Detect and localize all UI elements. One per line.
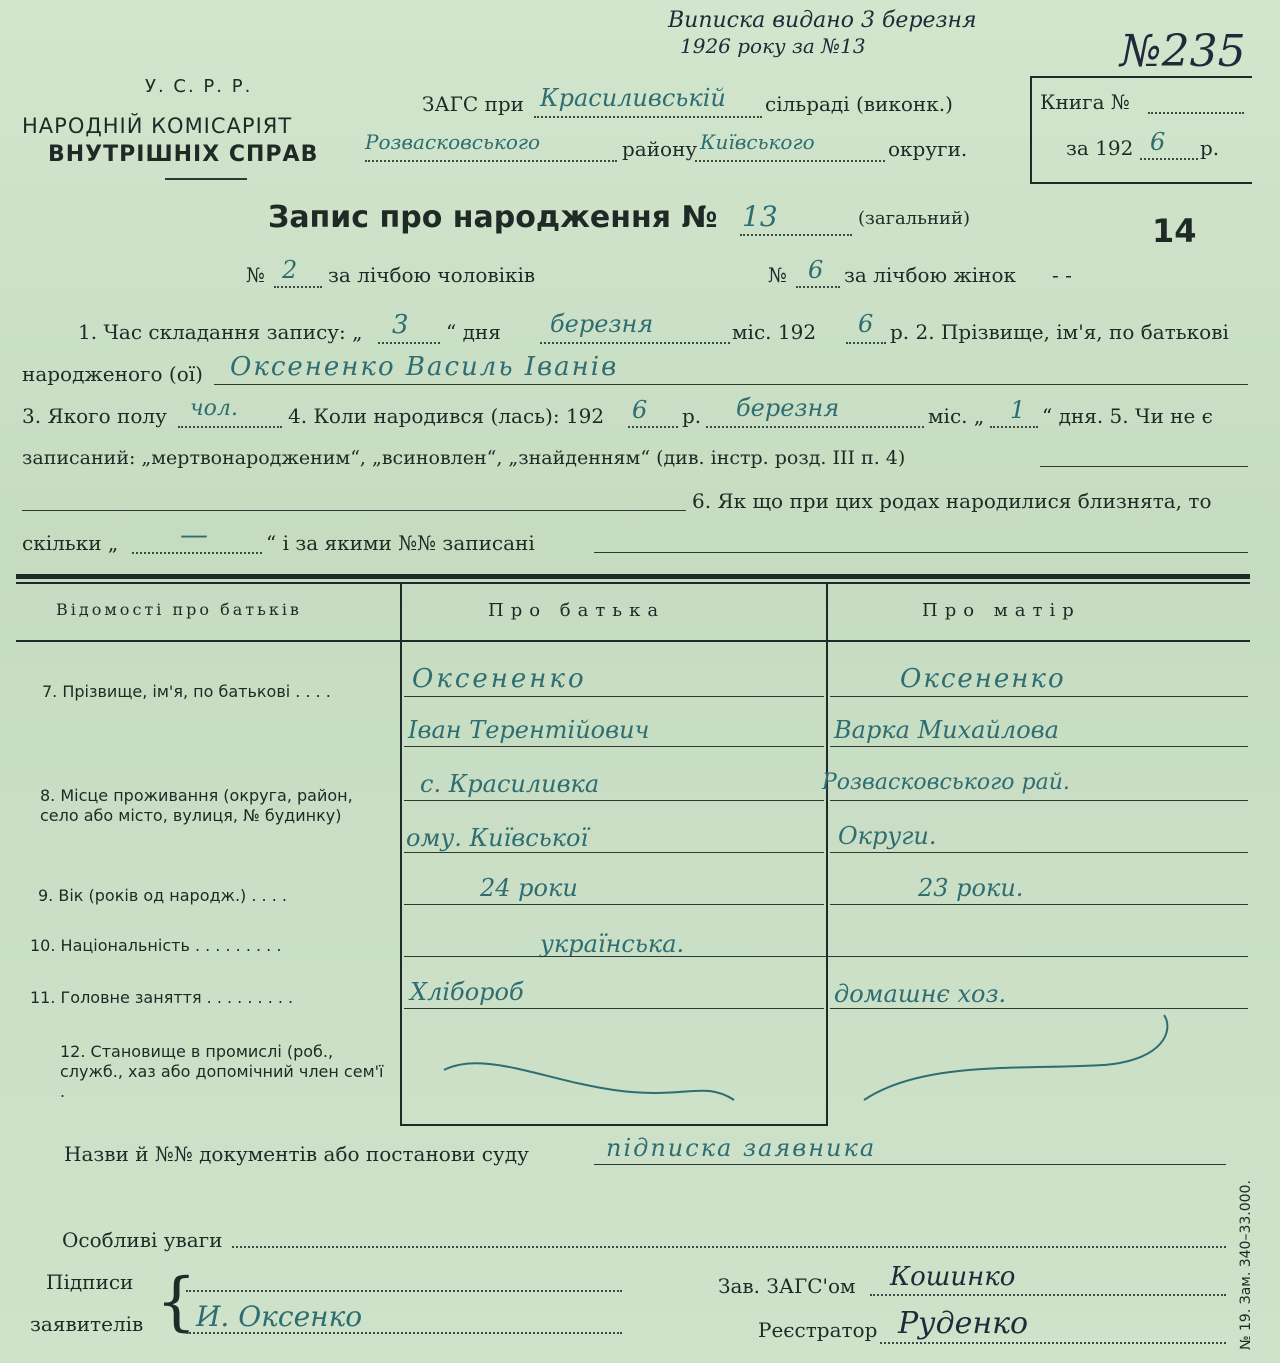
row8-label: 8. Місце проживання (округа, район, село або місто, вулиця, № будинку)	[40, 786, 353, 825]
l1-a: 1. Час складання запису: „	[78, 320, 363, 344]
ministry-line2: ВНУТРІШНІХ СПРАВ	[48, 142, 319, 167]
female-number-line	[796, 286, 840, 288]
l3-year-line	[628, 426, 678, 428]
row9-mother-line	[830, 904, 1248, 905]
row12-strike-scribbles	[404, 1010, 1248, 1120]
signers-brace: {	[156, 1265, 197, 1339]
l3-a: 3. Якого полу	[22, 404, 167, 428]
row7-mother-line-2	[830, 746, 1248, 747]
registrar-line	[880, 1342, 1226, 1344]
row8-father-line	[404, 800, 824, 801]
male-number-hw: 2	[282, 256, 298, 284]
zags-suffix: сільраді (виконк.)	[765, 92, 953, 116]
l1-day-line	[378, 342, 440, 344]
row7-mother-1: Оксененко	[900, 664, 1066, 694]
docs-label: Назви й №№ документів або постанови суду	[64, 1142, 529, 1166]
l1-c: міс. 192	[732, 320, 817, 344]
record-number-line	[740, 234, 852, 236]
book-label: Книга №	[1040, 90, 1130, 114]
l3-year-hw: 6	[632, 396, 648, 424]
docs-hw: підписка заявника	[606, 1134, 877, 1162]
row8-father-line-2	[404, 852, 824, 853]
table-header-info: Відомості про батьків	[56, 600, 302, 619]
l3-d: міс. „	[928, 404, 985, 428]
table-bottom-rule	[400, 1124, 828, 1126]
row10-shared: українська.	[540, 930, 685, 958]
row11-father-line	[404, 1008, 824, 1009]
stamp-number: №235	[1120, 26, 1246, 77]
l1-year-line	[846, 342, 886, 344]
row7-mother-2: Варка Михайлова	[834, 716, 1059, 744]
row8-mother-line-2	[830, 852, 1248, 853]
head-line	[870, 1294, 1226, 1296]
row9-mother: 23 роки.	[918, 874, 1024, 902]
row10-label: 10. Національність . . . . . . . . .	[30, 936, 282, 955]
row9-father-line	[404, 904, 824, 905]
female-number-hw: 6	[808, 256, 824, 284]
signers-line-1	[186, 1290, 622, 1292]
row8-mother-2: Округи.	[838, 822, 937, 850]
corner-number: 14	[1152, 212, 1197, 250]
zags-village-line	[534, 116, 762, 118]
row7-mother-line	[830, 696, 1248, 697]
l1-b: “ дня	[446, 320, 501, 344]
row7-father-1: Оксененко	[412, 664, 587, 694]
record-title-suffix: (загальний)	[858, 208, 970, 229]
district-label: району	[622, 137, 698, 161]
l6-line	[132, 552, 262, 554]
row7-father-2: Іван Терентійович	[408, 716, 650, 744]
row7-father-line-2	[404, 746, 824, 747]
header-rule	[165, 178, 247, 180]
l4-line	[1040, 466, 1248, 467]
record-title: Запис про народження №	[268, 200, 718, 235]
notes-label: Особливі уваги	[62, 1228, 223, 1252]
signers-label-1: Підписи	[46, 1270, 134, 1294]
row8-mother-1: Розвасковського рай.	[822, 770, 1070, 795]
row7-label: 7. Прізвище, ім'я, по батькові . . . .	[42, 682, 331, 701]
l3-c: р.	[682, 404, 702, 428]
zags-village-hw: Красиливській	[540, 84, 726, 112]
signers-line-2	[186, 1332, 622, 1334]
table-top-rule-2	[16, 582, 1250, 584]
l3-day-hw: 1	[1010, 396, 1026, 424]
row11-mother: домашнє хоз.	[834, 980, 1007, 1008]
row11-label: 11. Головне заняття . . . . . . . . .	[30, 988, 294, 1007]
table-header-mother: Про матір	[922, 600, 1081, 621]
book-year-suffix: р.	[1200, 136, 1220, 160]
l1-day-hw: 3	[392, 310, 409, 340]
table-header-father: Про батька	[488, 600, 666, 621]
record-number-hw: 13	[742, 200, 778, 233]
row8-father-2: ому. Київської	[406, 824, 589, 852]
l2-name-line	[214, 384, 1248, 385]
row10-line	[404, 956, 1248, 957]
side-print: № 19. Зам. 340–33.000.	[1238, 1180, 1254, 1350]
l5: 6. Як що при цих родах народилися близнята, то	[692, 489, 1212, 513]
head-signature: Кошинко	[890, 1262, 1016, 1292]
registrar-label: Реєстратор	[758, 1318, 878, 1342]
male-number-line	[274, 286, 322, 288]
signers-hw: И. Оксенко	[196, 1300, 363, 1333]
ministry-line1: НАРОДНІЙ КОМІСАРІЯТ	[22, 114, 293, 138]
l2-name-hw: Оксененко Василь Іванів	[230, 352, 619, 382]
row7-father-line	[404, 696, 824, 697]
signers-label-2: заявителів	[30, 1312, 144, 1336]
district-line	[365, 160, 617, 162]
zags-prefix: ЗАГС при	[422, 92, 524, 116]
male-prefix: №	[246, 263, 265, 287]
book-number-line	[1148, 112, 1244, 114]
l1-month-hw: березня	[550, 310, 654, 338]
row11-father: Хлібороб	[410, 978, 524, 1006]
l6-tail-line	[594, 552, 1248, 553]
l6-b: “ і за якими №№ записані	[266, 531, 535, 555]
republic-label: У. С. Р. Р.	[145, 76, 253, 97]
okrug-line	[695, 160, 885, 162]
row8-mother-line	[830, 800, 1248, 801]
female-label: за лічбою жінок	[844, 263, 1017, 287]
table-col-divider-1	[400, 584, 402, 1126]
registrar-signature: Руденко	[898, 1306, 1029, 1341]
l3-sex-line	[178, 426, 282, 428]
book-year-line	[1140, 158, 1198, 160]
l3-b: 4. Коли народився (лась): 192	[288, 404, 605, 428]
head-label: Зав. ЗАГС'ом	[718, 1274, 856, 1298]
male-label: за лічбою чоловіків	[328, 263, 536, 287]
docs-line	[594, 1164, 1226, 1165]
l1-year-hw: 6	[858, 310, 874, 338]
l1-month-line	[540, 342, 730, 344]
l3-sex-hw: чол.	[190, 396, 238, 421]
l6-a: скільки „	[22, 531, 119, 555]
book-year-prefix: за 192	[1066, 136, 1134, 160]
row8-father-1: с. Красиливка	[420, 770, 600, 798]
notes-line	[232, 1246, 1226, 1248]
l3-month-hw: березня	[736, 394, 840, 422]
l3-e: “ дня. 5. Чи не є	[1042, 404, 1213, 428]
top-note-line2: 1926 року за №13	[680, 34, 866, 58]
row11-mother-line	[830, 1008, 1248, 1009]
book-year-hw: 6	[1150, 128, 1166, 156]
district-hw: Розвасковського	[365, 130, 541, 154]
female-prefix: №	[768, 263, 787, 287]
table-top-rule	[16, 574, 1250, 579]
l3-day-line	[990, 426, 1038, 428]
row12-label: 12. Становище в промислі (роб., служб., хаз або допомічний член сем'ї .	[60, 1042, 384, 1101]
female-tail: - -	[1052, 263, 1072, 287]
l2-a: народженого (ої)	[22, 362, 203, 386]
table-header-rule	[16, 640, 1250, 642]
l3-month-line	[706, 426, 924, 428]
l4: записаний: „мертвонародженим“, „всиновлен“, „знайденням“ (див. інстр. розд. III п. 4)	[22, 447, 906, 469]
okrug-label: округи.	[888, 137, 968, 161]
row9-label: 9. Вік (років од народж.) . . . .	[38, 886, 287, 905]
l1-d: р. 2. Прізвище, ім'я, по батькові	[890, 320, 1229, 344]
top-note-line1: Виписка видано 3 березня	[668, 8, 977, 33]
l6-hw: —	[180, 518, 208, 551]
l5-line	[22, 510, 686, 511]
row9-father: 24 роки	[480, 874, 578, 902]
okrug-hw: Київського	[700, 130, 815, 154]
